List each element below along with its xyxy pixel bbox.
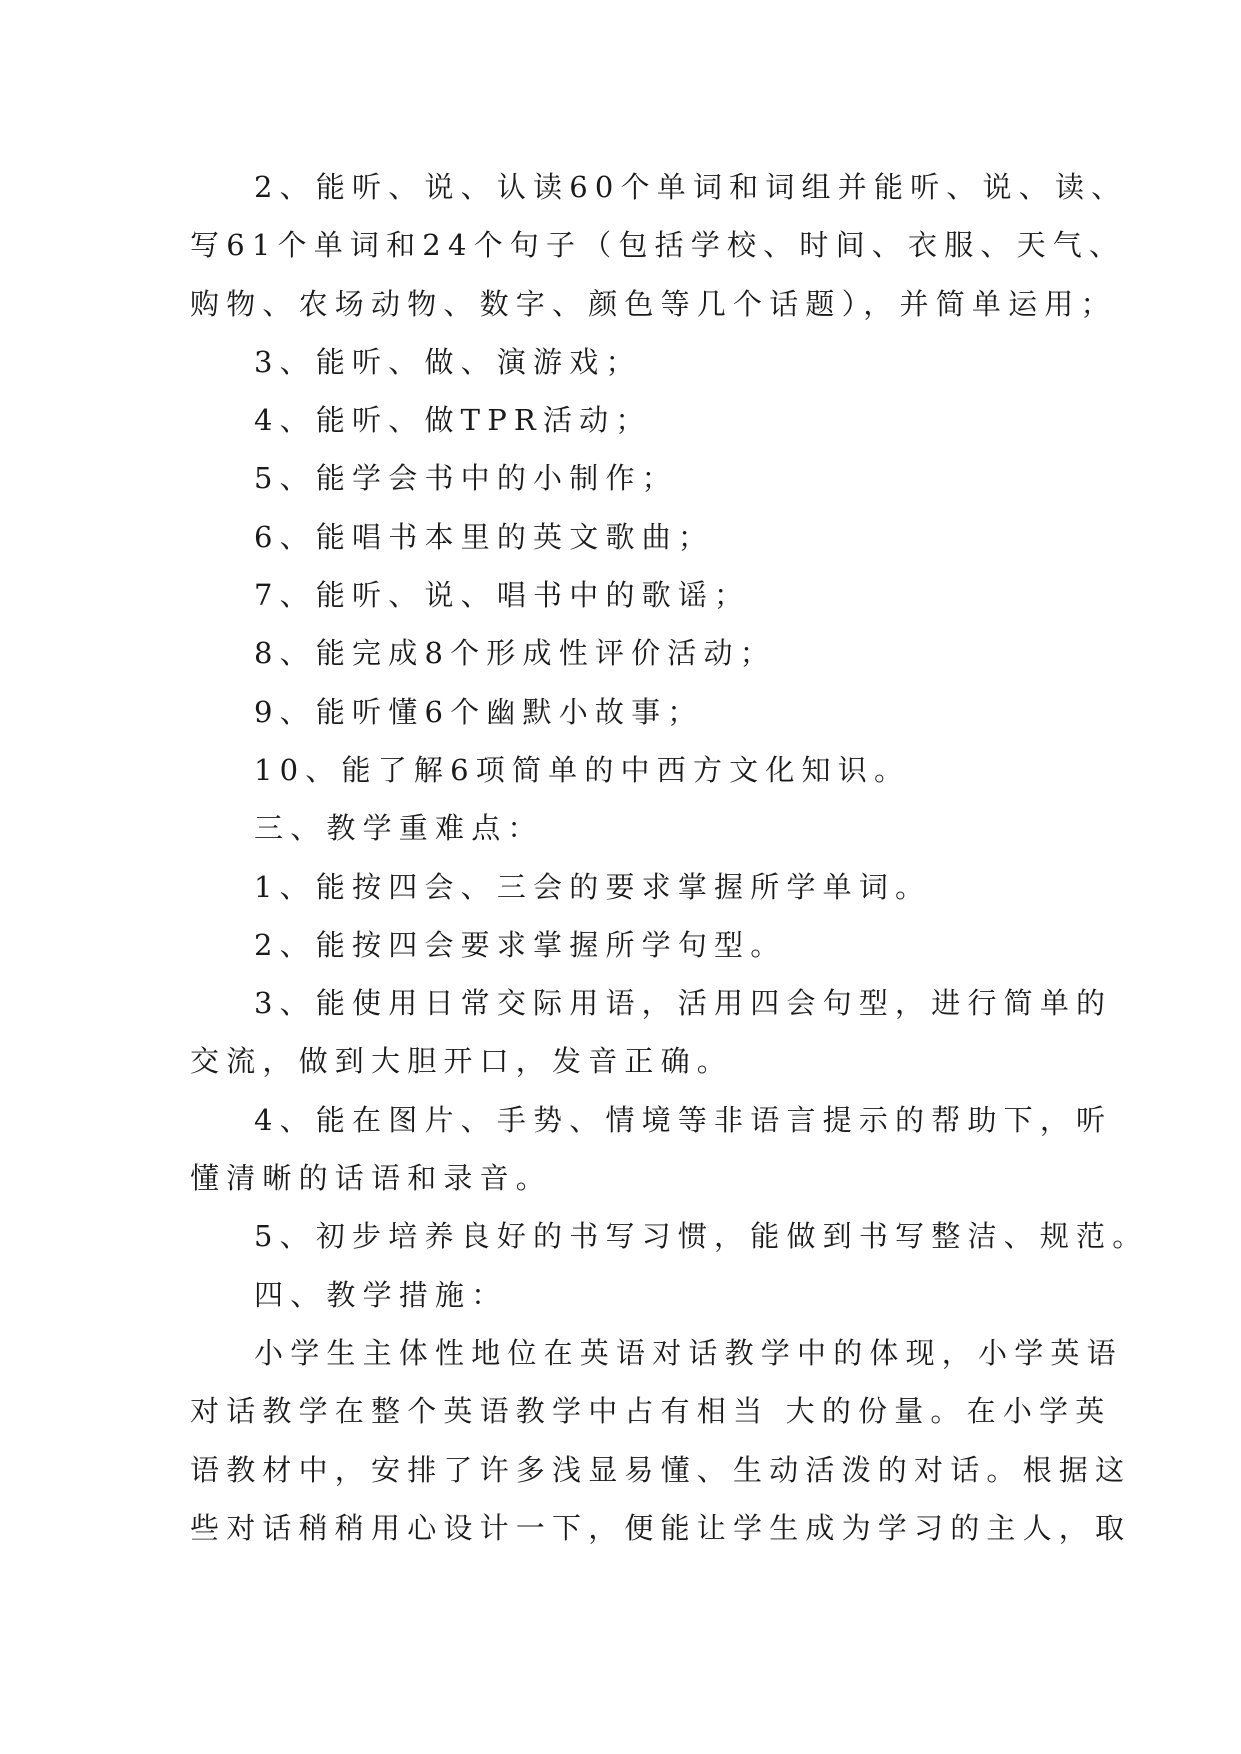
text-line: 些对话稍稍用心设计一下，便能让学生成为学习的主人，取 xyxy=(190,1510,1132,1545)
text-line: 对话教学在整个英语教学中占有相当 大的份量。在小学英 xyxy=(190,1394,1112,1429)
text-line: 6、能唱书本里的英文歌曲； xyxy=(254,519,715,554)
text-line: 8、能完成8个形成性评价活动； xyxy=(254,636,776,671)
text-line: 写61个单词和24个句子（包括学校、时间、衣服、天气、 xyxy=(190,228,1126,263)
text-line: 5、能学会书中的小制作； xyxy=(254,461,678,496)
text-line: 3、能使用日常交际用语，活用四会句型，进行简单的 xyxy=(254,986,1113,1021)
text-line: 7、能听、说、唱书中的歌谣； xyxy=(254,578,751,613)
text-line: 2、能听、说、认读60个单词和词组并能听、说、读、 xyxy=(254,170,1128,204)
text-line: 5、初步培养良好的书写习惯，能做到书写整洁、规范。 xyxy=(254,1219,1149,1254)
text-line: 1、能按四会、三会的要求掌握所学单词。 xyxy=(254,869,932,904)
text-line: 10、能了解6项简单的中西方文化知识。 xyxy=(254,752,911,787)
text-line: 9、能听懂6个幽默小故事； xyxy=(254,694,704,729)
text-line: 交流，做到大胆开口，发音正确。 xyxy=(190,1044,734,1079)
text-line: 3、能听、做、演游戏； xyxy=(254,344,642,379)
text-line: 购物、农场动物、数字、颜色等几个话题），并简单运用； xyxy=(190,286,1117,321)
text-line: 三、教学重难点： xyxy=(254,811,544,846)
document-body xyxy=(190,158,1149,1557)
text-line: 4、能听、做TPR活动； xyxy=(254,403,652,438)
text-line: 小学生主体性地位在英语对话教学中的体现，小学英语 xyxy=(254,1335,1123,1370)
text-line: 四、教学措施： xyxy=(254,1277,508,1312)
text-line: 懂清晰的话语和录音。 xyxy=(190,1161,553,1196)
text-line: 4、能在图片、手势、情境等非语言提示的帮助下，听 xyxy=(254,1102,1113,1137)
text-line: 语教材中，安排了许多浅显易懂、生动活泼的对话。根据这 xyxy=(190,1452,1132,1487)
text-line: 2、能按四会要求掌握所学句型。 xyxy=(254,927,787,962)
